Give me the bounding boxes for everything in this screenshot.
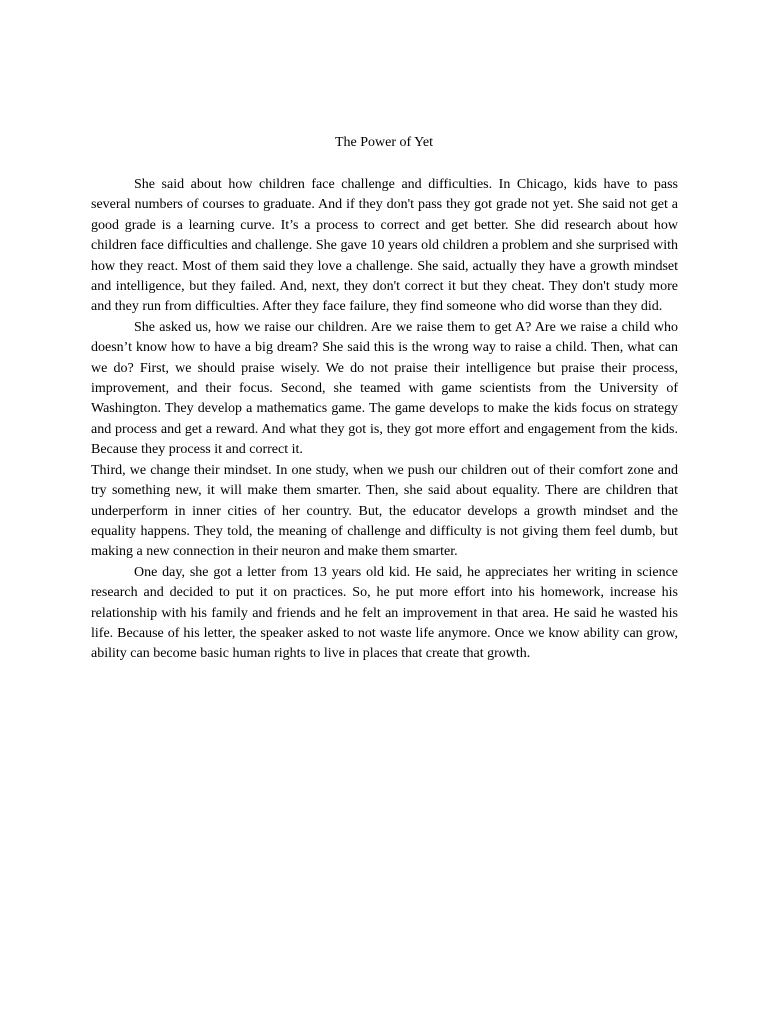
paragraph-1: She said about how children face challenge and difficulties. In Chicago, kids have to pass several numbers of courses to graduate. And if they don't pass they got grade not yet. She said not get a good grade is a learning curve. It’s a process to correct and get better. She did research about how children face difficulties and challenge. She gave 10 years old children a problem and she surprised with how they react. Most of them said they love a challenge. She said, actually they have a growth mindset and intelligence, but they failed. And, next, they don't correct it but they cheat. They don't study more and they run from difficulties. After they face failure, they find someone who did worse than they did. [91,177,678,315]
paragraph-2: She asked us, how we raise our children. Are we raise them to get A? Are we raise a child who doesn’t know how to have a big dream? She said this is the wrong way to raise a child. Then, what can we do? First, we should praise wisely. We do not praise their intelligence but praise their process, improvement, and their focus. Second, she teamed with game scientists from the University of Washington. They develop a mathematics game. The game develops to make the kids focus on strategy and process and get a reward. And what they got is, they got more effort and engagement from the kids. Because they process it and correct it. [91,319,678,458]
document-body [91,175,678,665]
document-title: The Power of Yet [335,135,433,150]
paragraph-3: Third, we change their mindset. In one study, when we push our children out of their comfort zone and try something new, it will make them smarter. Then, she said about equality. There are children that underperform in inner cities of her country. But, the educator develops a growth mindset and the equality happens. They told, the meaning of challenge and difficulty is not giving them feel dumb, but making a new connection in their neuron and make them smarter. [91,462,678,560]
paragraph-4: One day, she got a letter from 13 years old kid. He said, he appreciates her writing in science research and decided to put it on practices. So, he put more effort into his homework, increase his relationship with his family and friends and he felt an improvement in that area. He said he wasted his life. Because of his letter, the speaker asked to not waste life anymore. Once we know ability can grow, ability can become basic human rights to live in places that create that growth. [91,564,678,662]
